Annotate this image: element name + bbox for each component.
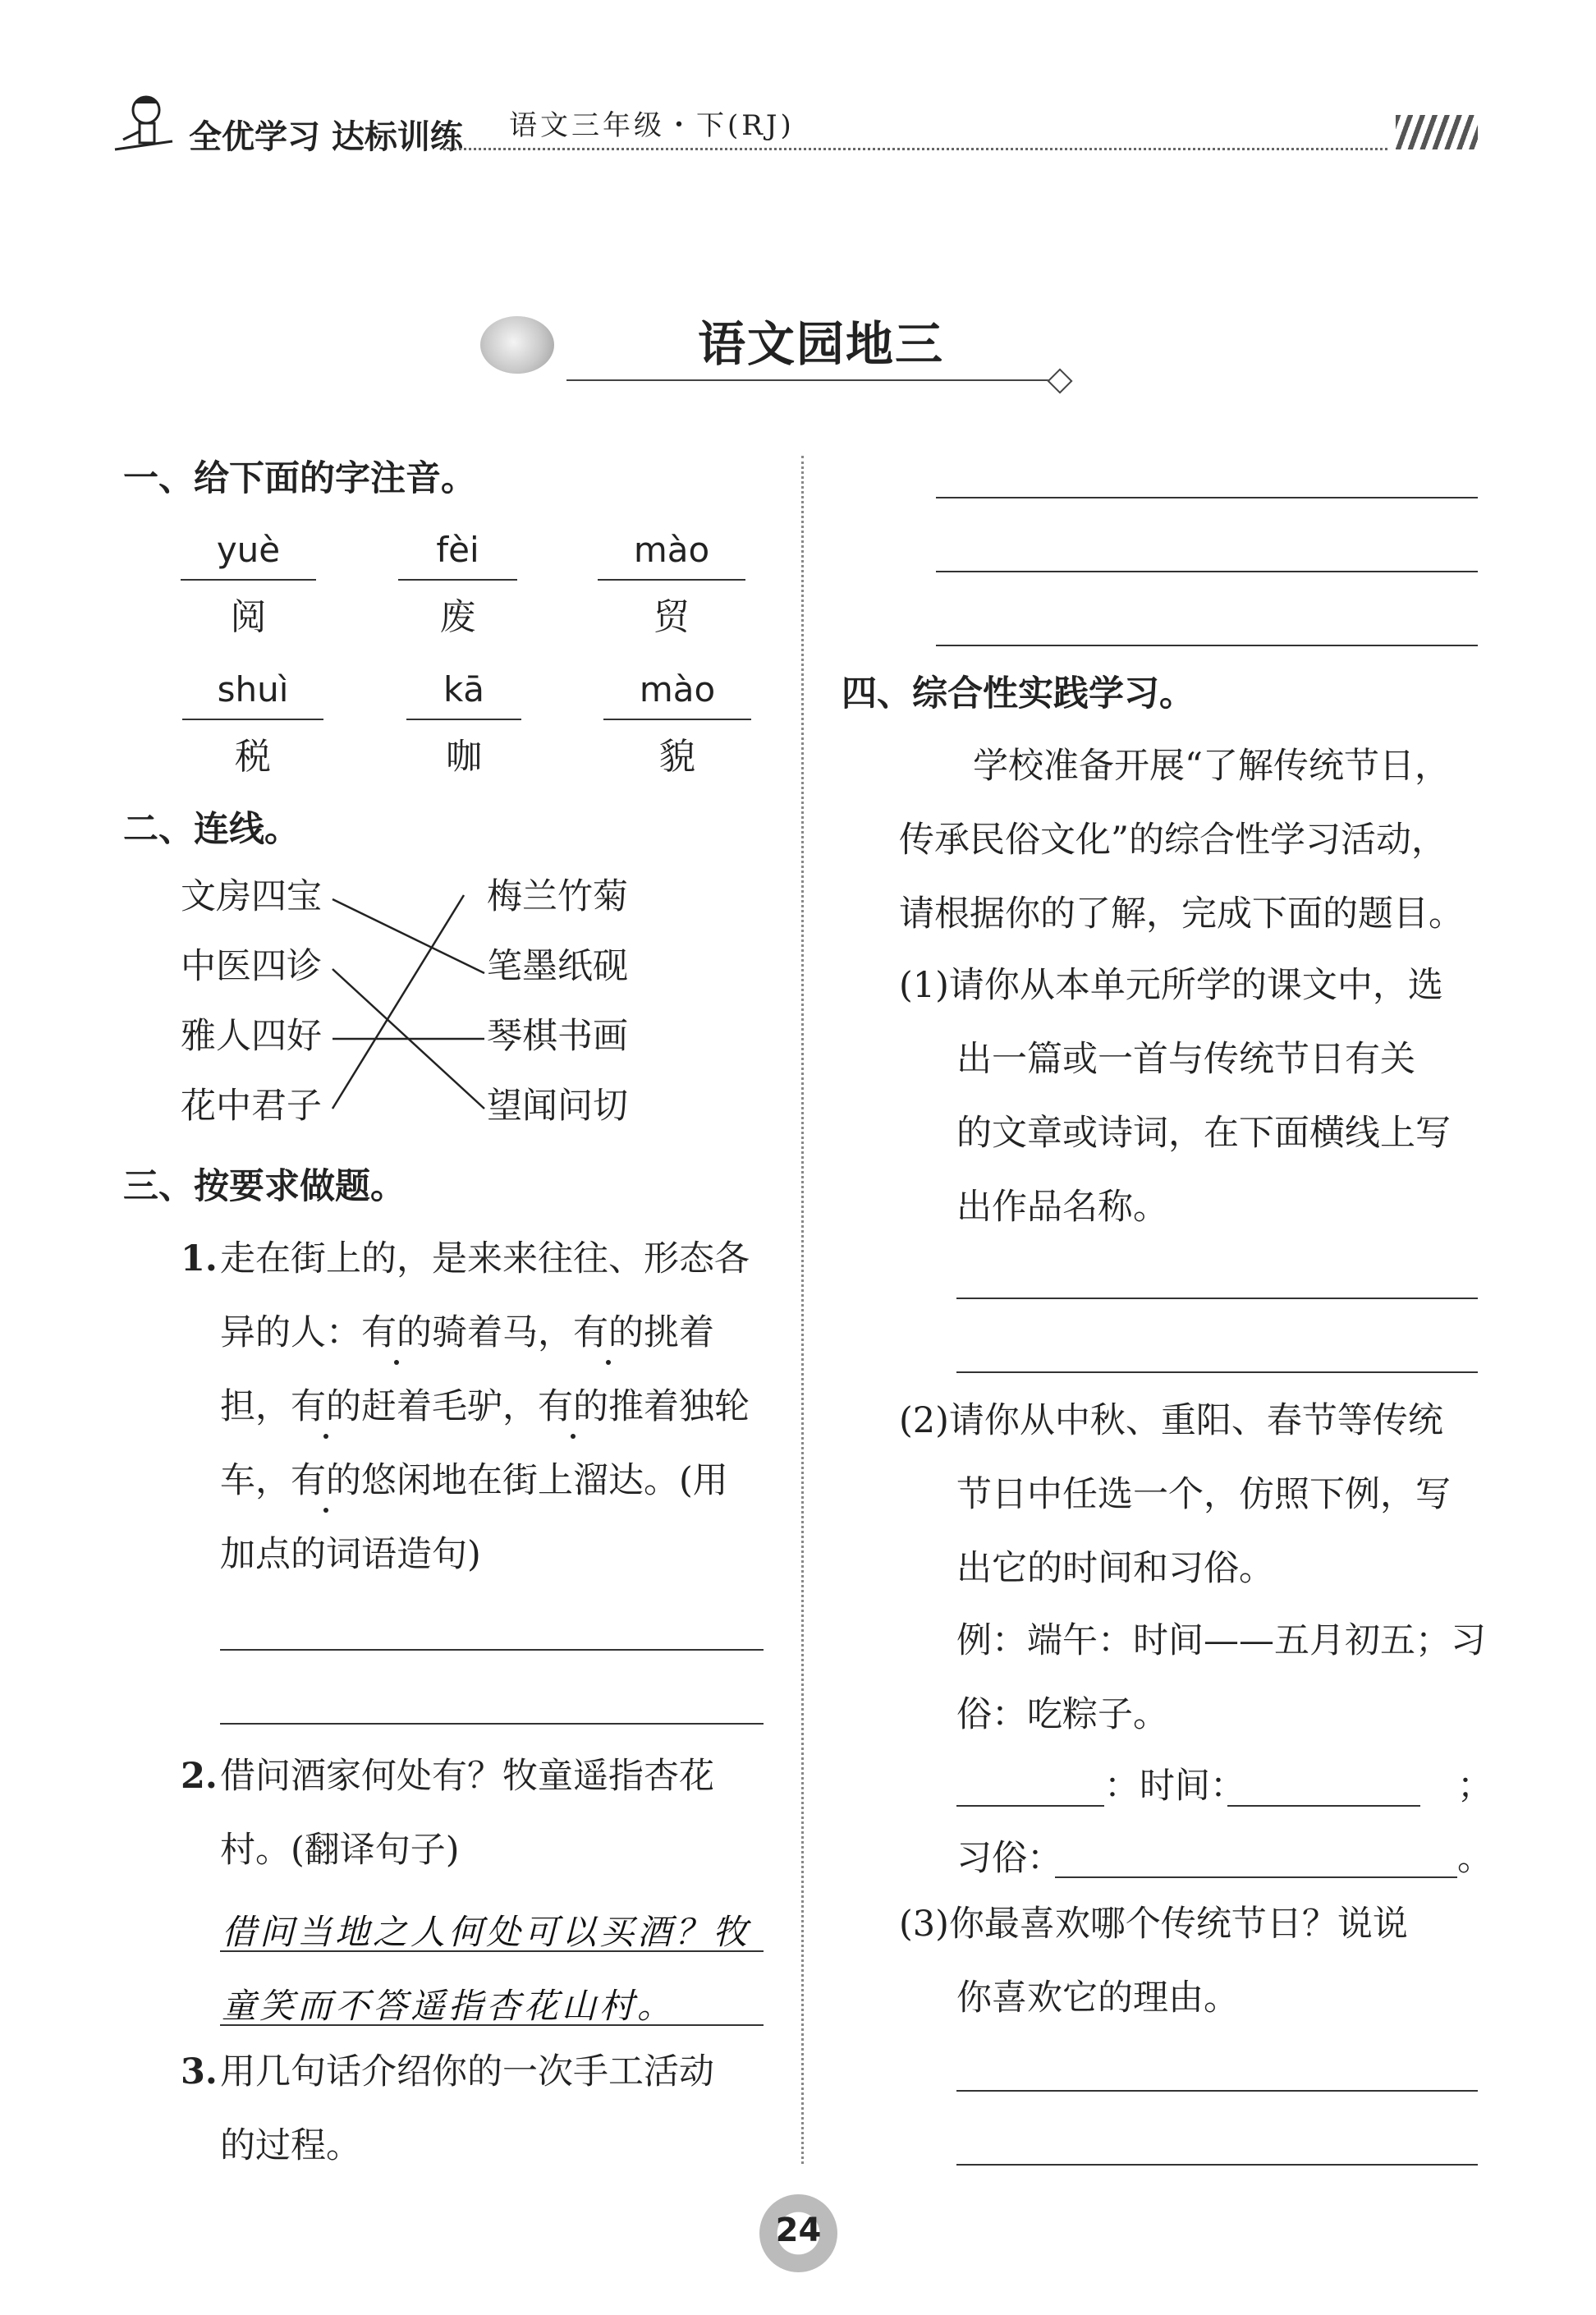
custom-blank[interactable] bbox=[1055, 1876, 1457, 1878]
q3-heading: 三、按要求做题。 bbox=[123, 1166, 406, 1207]
q3-1-text: 加点的词语造句) bbox=[220, 1534, 481, 1575]
pinyin-blank[interactable] bbox=[406, 719, 521, 720]
title-diamond-icon bbox=[1047, 368, 1072, 393]
festival-name-blank[interactable] bbox=[956, 1805, 1104, 1807]
match-left-2[interactable]: 中医四诊 bbox=[181, 946, 322, 987]
hanzi: 貌 bbox=[659, 736, 695, 778]
hanzi: 咖 bbox=[446, 736, 482, 778]
q4-example: 俗：吃粽子。 bbox=[956, 1694, 1168, 1735]
header-stripes-decoration bbox=[1396, 115, 1478, 149]
match-right-3[interactable]: 琴棋书画 bbox=[487, 1016, 628, 1057]
dotted-word: 有的 bbox=[291, 1444, 361, 1518]
q3-1-text-part: 担， bbox=[220, 1386, 291, 1427]
pinyin-answer: shuì bbox=[217, 669, 289, 710]
period: 。 bbox=[1457, 1838, 1493, 1879]
pinyin-answer: yuè bbox=[216, 530, 281, 570]
q3-1-text-part: 骑着马， bbox=[432, 1312, 573, 1353]
q4-sub2-text: (2)请你从中秋、重阳、春节等传统 bbox=[899, 1400, 1443, 1441]
pinyin-blank[interactable] bbox=[181, 579, 316, 581]
answer-line[interactable] bbox=[936, 497, 1478, 498]
match-right-2[interactable]: 笔墨纸砚 bbox=[487, 946, 628, 987]
q4-intro: 请根据你的了解，完成下面的题目。 bbox=[899, 893, 1464, 935]
pinyin-answer: mào bbox=[639, 669, 716, 710]
answer-line[interactable] bbox=[220, 1723, 764, 1725]
q3-1-text-part: 挑着 bbox=[644, 1312, 714, 1353]
semicolon: ； bbox=[1457, 1766, 1493, 1807]
match-right-1[interactable]: 梅兰竹菊 bbox=[487, 876, 628, 917]
title-ornament-icon bbox=[480, 316, 554, 374]
q3-1-text-part: 悠闲地在街上溜达。(用 bbox=[361, 1460, 728, 1501]
q3-2-text: 借问酒家何处有？牧童遥指杏花 bbox=[220, 1756, 714, 1797]
time-label: ：时间： bbox=[1104, 1766, 1245, 1807]
q4-sub1-text: 出一篇或一首与传统节日有关 bbox=[956, 1039, 1415, 1080]
hanzi: 贸 bbox=[654, 596, 690, 638]
q3-1-text bbox=[220, 1370, 750, 1444]
q3-1-text bbox=[220, 1296, 714, 1370]
header-dotted-rule bbox=[443, 148, 1387, 150]
q4-sub1-text: 的文章或诗词，在下面横线上写 bbox=[956, 1113, 1451, 1154]
answer-line[interactable] bbox=[956, 1298, 1478, 1299]
match-left-4[interactable]: 花中君子 bbox=[181, 1086, 322, 1127]
pinyin-answer: kā bbox=[443, 669, 485, 710]
q4-sub2-text: 出它的时间和习俗。 bbox=[956, 1548, 1274, 1589]
answer-line[interactable] bbox=[956, 2164, 1478, 2166]
answer-line[interactable] bbox=[956, 1371, 1478, 1373]
q1-heading: 一、给下面的字注音。 bbox=[123, 458, 476, 499]
q2-heading: 二、连线。 bbox=[123, 809, 300, 850]
page-number: 24 bbox=[775, 2212, 822, 2249]
matching-lines bbox=[320, 870, 493, 1133]
time-blank[interactable] bbox=[1227, 1805, 1420, 1807]
dotted-word: 有的 bbox=[573, 1296, 644, 1370]
match-left-1[interactable]: 文房四宝 bbox=[181, 876, 322, 917]
q3-3-text: 用几句话介绍你的一次手工活动 bbox=[220, 2051, 714, 2092]
q3-1-text-part: 赶着毛驴， bbox=[361, 1386, 538, 1427]
hanzi: 阅 bbox=[230, 596, 267, 638]
pinyin-blank[interactable] bbox=[598, 579, 745, 581]
title-underline bbox=[566, 379, 1059, 381]
pinyin-blank[interactable] bbox=[182, 719, 323, 720]
q3-2-text: 村。(翻译句子) bbox=[220, 1830, 460, 1871]
item-number: 1. bbox=[181, 1238, 218, 1279]
q3-1-text-part: 车， bbox=[220, 1460, 291, 1501]
header-subject: 语文三年级・下(RJ) bbox=[509, 109, 795, 142]
q3-1-text-part: 推着独轮 bbox=[608, 1386, 750, 1427]
dotted-word: 有的 bbox=[538, 1370, 608, 1444]
answer-line[interactable] bbox=[936, 645, 1478, 646]
header-brand: 全优学习 达标训练 bbox=[189, 118, 463, 156]
q3-1-text bbox=[220, 1444, 728, 1518]
q3-1-text: 走在街上的，是来来往往、形态各 bbox=[220, 1238, 750, 1279]
q4-sub1-text: 出作品名称。 bbox=[956, 1187, 1168, 1228]
pinyin-answer: mào bbox=[633, 530, 710, 570]
q4-sub2-text: 节日中任选一个，仿照下例，写 bbox=[956, 1474, 1451, 1515]
pinyin-blank[interactable] bbox=[398, 579, 517, 581]
answer-line[interactable] bbox=[956, 2090, 1478, 2092]
pinyin-answer: fèi bbox=[436, 530, 479, 570]
q4-sub3-text: (3)你最喜欢哪个传统节日？说说 bbox=[899, 1904, 1408, 1945]
answer-line[interactable] bbox=[220, 1649, 764, 1651]
q3-1-text-part: 异的人： bbox=[220, 1312, 361, 1353]
section-title: 语文园地三 bbox=[698, 316, 945, 372]
match-right-4[interactable]: 望闻问切 bbox=[487, 1086, 628, 1127]
hanzi: 税 bbox=[235, 736, 271, 778]
match-left-3[interactable]: 雅人四好 bbox=[181, 1016, 322, 1057]
q4-sub3-text: 你喜欢它的理由。 bbox=[956, 1977, 1239, 2019]
q4-intro: 传承民俗文化”的综合性学习活动， bbox=[899, 820, 1447, 861]
answer-line[interactable] bbox=[220, 1950, 764, 1952]
handwritten-answer: 童笑而不答遥指杏花山村。 bbox=[222, 1986, 676, 2026]
answer-line[interactable] bbox=[936, 571, 1478, 572]
dotted-word: 有的 bbox=[361, 1296, 432, 1370]
custom-label: 习俗： bbox=[956, 1838, 1062, 1879]
q4-intro: 学校准备开展“了解传统节日， bbox=[973, 746, 1450, 787]
handwritten-answer: 借问当地之人何处可以买酒？牧 bbox=[222, 1912, 751, 1952]
item-number: 3. bbox=[181, 2051, 218, 2092]
answer-line[interactable] bbox=[220, 2024, 764, 2026]
hanzi: 废 bbox=[439, 596, 476, 638]
item-number: 2. bbox=[181, 1756, 218, 1797]
q4-example: 例：端午：时间——五月初五；习 bbox=[956, 1620, 1486, 1661]
q3-3-text: 的过程。 bbox=[220, 2125, 361, 2166]
dotted-word: 有的 bbox=[291, 1370, 361, 1444]
pinyin-blank[interactable] bbox=[603, 719, 751, 720]
q4-sub1-text: (1)请你从本单元所学的课文中，选 bbox=[899, 965, 1443, 1006]
column-divider bbox=[801, 456, 804, 2164]
q4-heading: 四、综合性实践学习。 bbox=[842, 673, 1195, 714]
mascot-logo-icon bbox=[107, 92, 181, 158]
